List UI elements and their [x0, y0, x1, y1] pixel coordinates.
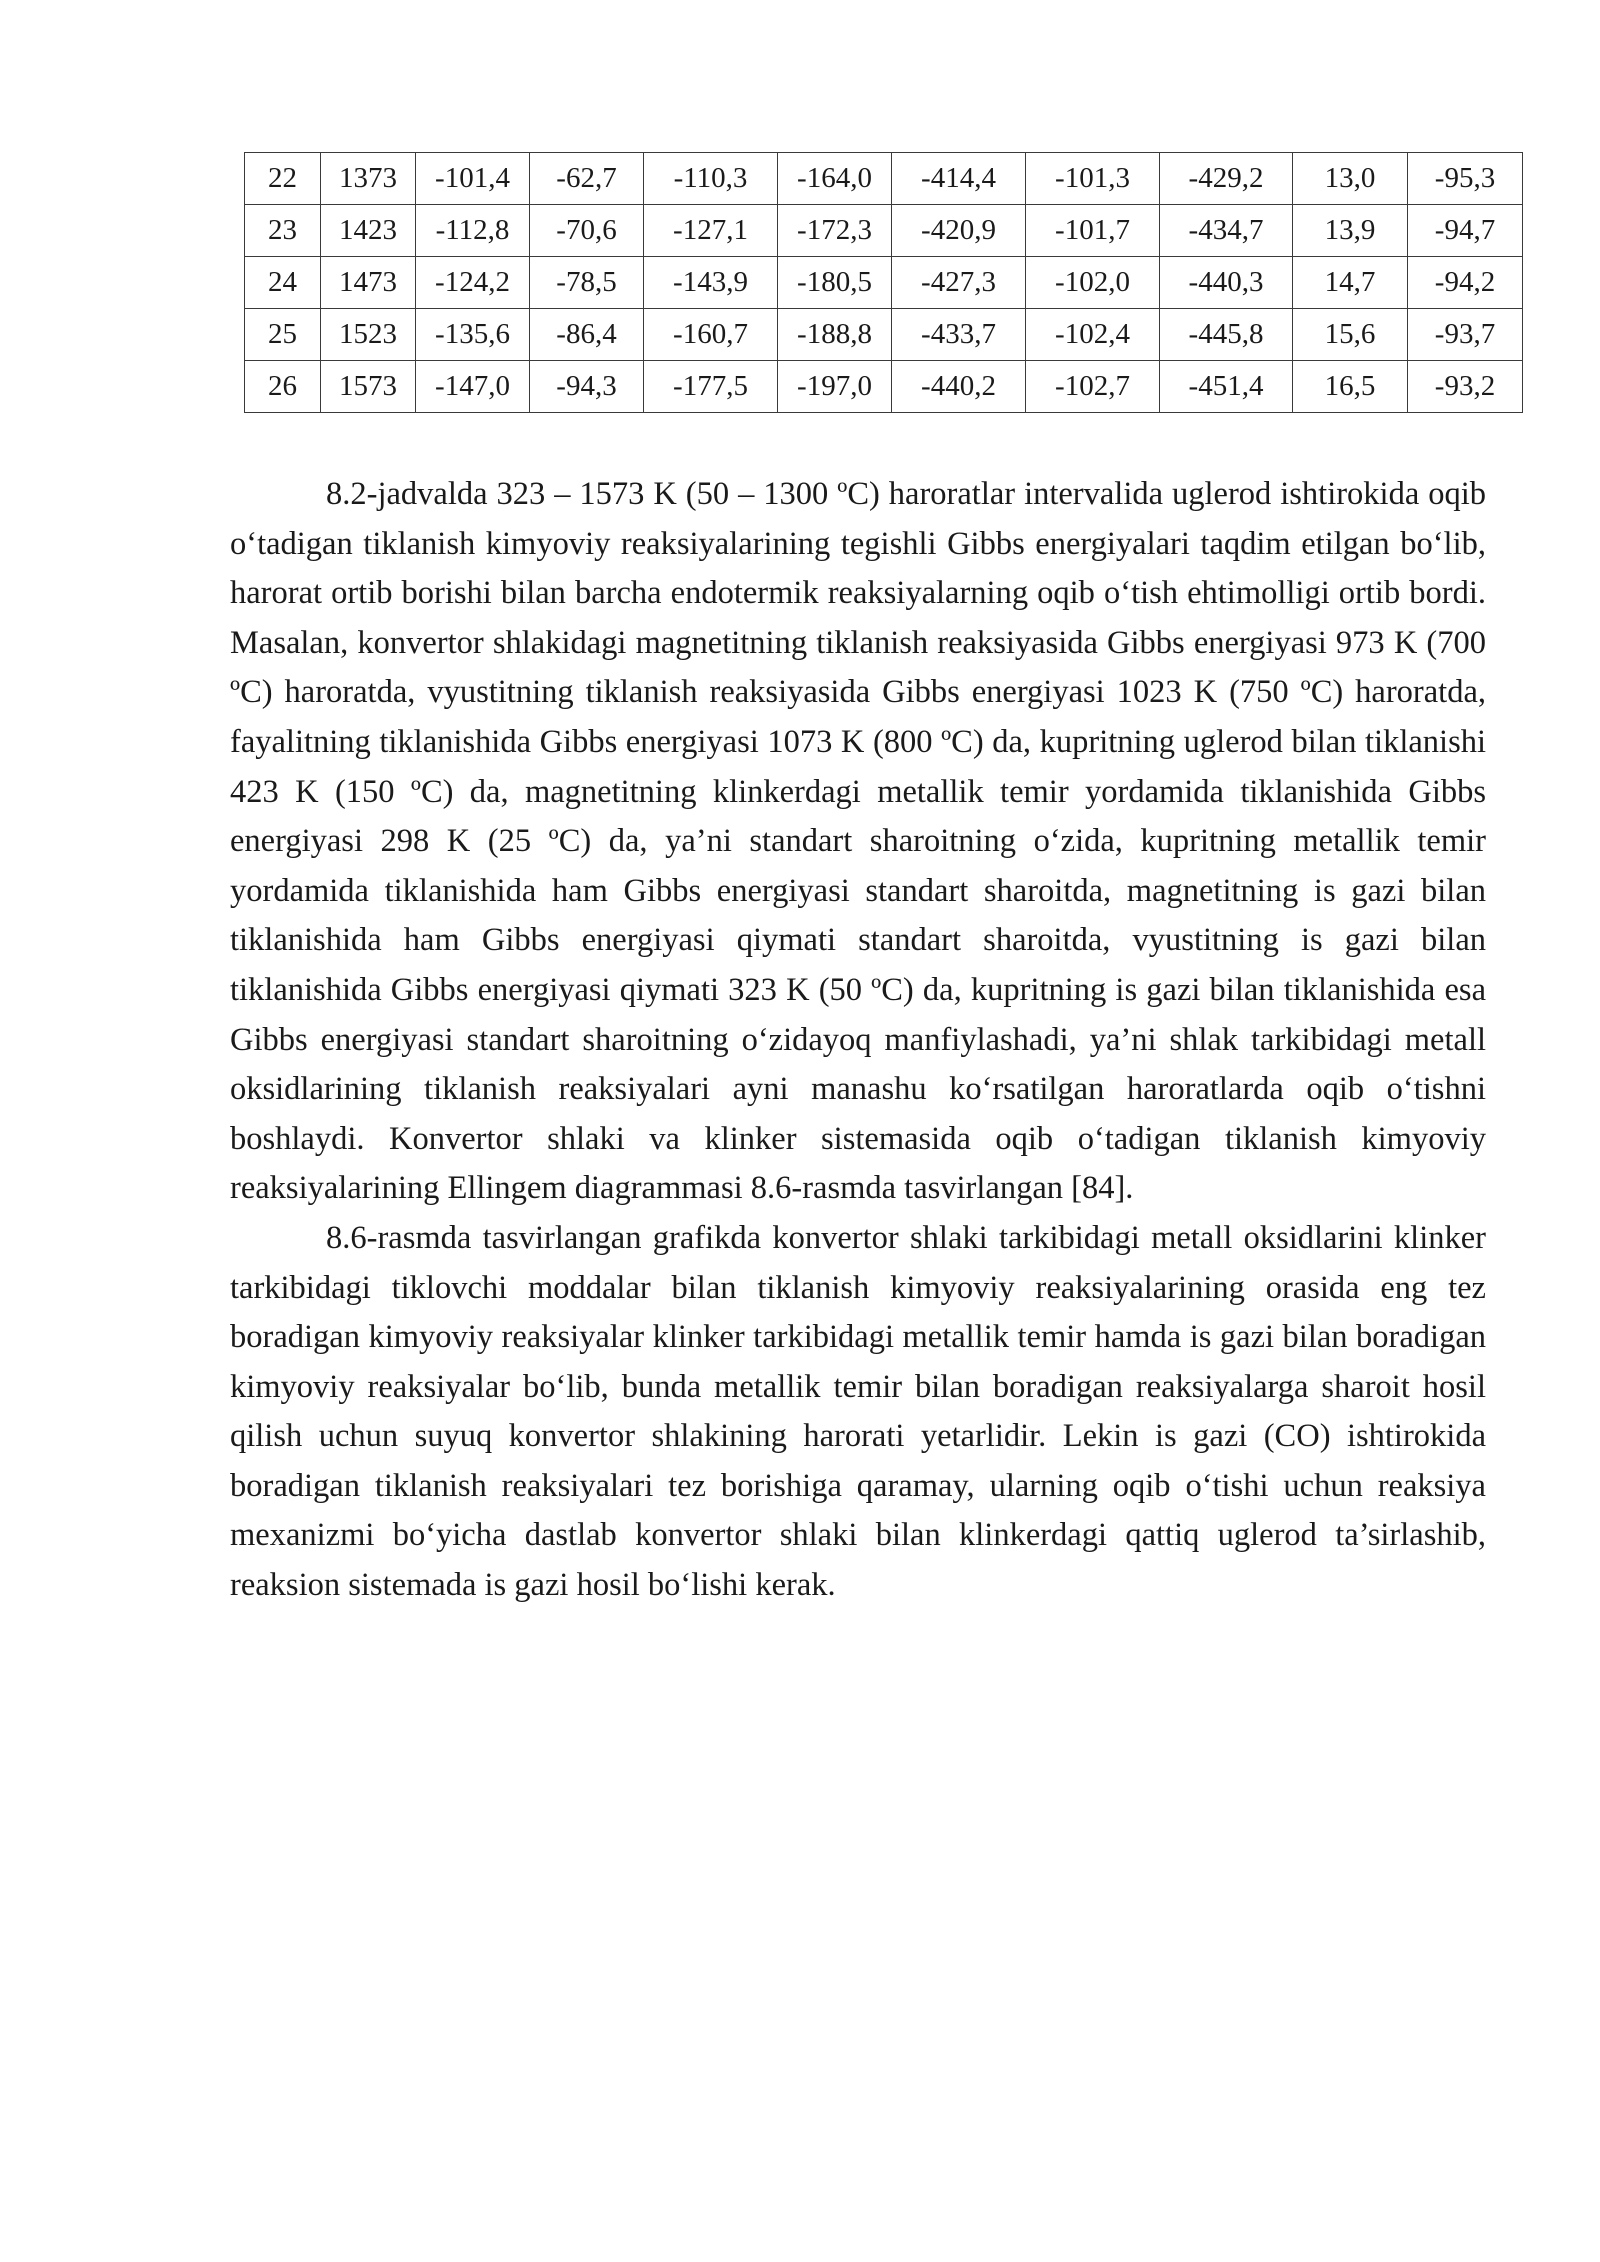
table-cell: 15,6 — [1293, 309, 1408, 361]
table-cell: 1473 — [321, 257, 416, 309]
table-cell: 26 — [245, 361, 321, 413]
table-cell: -440,3 — [1160, 257, 1293, 309]
table-cell: -93,2 — [1408, 361, 1523, 413]
table-cell: -95,3 — [1408, 153, 1523, 205]
table-cell: -110,3 — [644, 153, 778, 205]
table-cell: -197,0 — [778, 361, 892, 413]
table-cell: -172,3 — [778, 205, 892, 257]
table-cell: -94,7 — [1408, 205, 1523, 257]
paragraph-gibbs-discussion: 8.2-jadvalda 323 – 1573 K (50 – 1300 ºC) haroratlar intervalida uglerod ishtirokida oqib o‘tadigan tiklanish kimyoviy reaksiyalarining tegishli Gibbs energiyalari taqdim etilgan bo‘lib, harorat ortib borishi bilan barcha endotermik reaksiyalarning oqib o‘tish ehtimolligi ortib bordi. Masalan, konvertor shlakidagi magnetitning tiklanish reaksiyasida Gibbs energiyasi 973 K (700 ºC) haroratda, vyustitning tiklanish reaksiyasida Gibbs energiyasi 1023 K (750 ºC) haroratda, fayalitning tiklanishida Gibbs energiyasi 1073 K (800 ºC) da, kupritning uglerod bilan tiklanishi 423 K (150 ºC) da, magnetitning klinkerdagi metallik temir yordamida tiklanishida Gibbs energiyasi 298 K (25 ºC) da, ya’ni standart sharoitning o‘zida, kupritning metallik temir yordamida tiklanishida ham Gibbs energiyasi standart sharoitda, magnetitning is gazi bilan tiklanishida ham Gibbs energiyasi qiymati standart sharoitda, vyustitning is gazi bilan tiklanishida Gibbs energiyasi qiymati 323 K (50 ºC) da, kupritning is gazi bilan tiklanishida esa Gibbs energiyasi standart sharoitning o‘zidayoq manfiylashadi, ya’ni shlak tarkibidagi metall oksidlarining tiklanish reaksiyalari ayni manashu ko‘rsatilgan haroratlarda oqib o‘tishni boshlaydi. Konvertor shlaki va klinker sistemasida oqib o‘tadigan tiklanish kimyoviy reaksiyalarining Ellingem diagrammasi 8.6-rasmda tasvirlangan [84]. — [230, 476, 1486, 1207]
table-row — [245, 309, 1523, 361]
table-cell: -147,0 — [416, 361, 530, 413]
table-cell: 1573 — [321, 361, 416, 413]
table-cell: 25 — [245, 309, 321, 361]
table-cell: -102,4 — [1026, 309, 1160, 361]
table-cell: -429,2 — [1160, 153, 1293, 205]
table-cell: -101,4 — [416, 153, 530, 205]
table-cell: -62,7 — [530, 153, 644, 205]
table-cell: -427,3 — [892, 257, 1026, 309]
table-cell: -94,3 — [530, 361, 644, 413]
table-cell: 13,9 — [1293, 205, 1408, 257]
table-cell: -188,8 — [778, 309, 892, 361]
table-row — [245, 257, 1523, 309]
table-cell: 1523 — [321, 309, 416, 361]
table-cell: -451,4 — [1160, 361, 1293, 413]
table-cell: -135,6 — [416, 309, 530, 361]
table-cell: -177,5 — [644, 361, 778, 413]
table-cell: 13,0 — [1293, 153, 1408, 205]
table-cell: -102,7 — [1026, 361, 1160, 413]
table-row — [245, 153, 1523, 205]
table-cell: 22 — [245, 153, 321, 205]
table-cell: -180,5 — [778, 257, 892, 309]
table-cell: -94,2 — [1408, 257, 1523, 309]
table-body — [245, 153, 1523, 413]
table-cell: -160,7 — [644, 309, 778, 361]
table-cell: -78,5 — [530, 257, 644, 309]
table-cell: 1373 — [321, 153, 416, 205]
table-cell: -164,0 — [778, 153, 892, 205]
table-cell: 23 — [245, 205, 321, 257]
paragraph-ellingham-discussion: 8.6-rasmda tasvirlangan grafikda konvertor shlaki tarkibidagi metall oksidlarini klinker tarkibidagi tiklovchi moddalar bilan tiklanish kimyoviy reaksiyalarining orasida eng tez boradigan kimyoviy reaksiyalar klinker tarkibidagi metallik temir hamda is gazi bilan boradigan kimyoviy reaksiyalar bo‘lib, bunda metallik temir bilan boradigan reaksiyalarga sharoit hosil qilish uchun suyuq konvertor shlakining harorati yetarlidir. Lekin is gazi (CO) ishtirokida boradigan tiklanish reaksiyalari tez borishiga qaramay, ularning oqib o‘tishi uchun reaksiya mexanizmi bo‘yicha dastlab konvertor shlaki bilan klinkerdagi qattiq uglerod ta’sirlashib, reaksion sistemada is gazi hosil bo‘lishi kerak. — [230, 1219, 1486, 1604]
table-cell: 16,5 — [1293, 361, 1408, 413]
table-cell: -127,1 — [644, 205, 778, 257]
table-row — [245, 361, 1523, 413]
table-cell: -420,9 — [892, 205, 1026, 257]
table-cell: -112,8 — [416, 205, 530, 257]
gibbs-energy-table — [244, 152, 1523, 413]
table-row — [245, 205, 1523, 257]
table-cell: 1423 — [321, 205, 416, 257]
table-cell: -70,6 — [530, 205, 644, 257]
table-cell: -445,8 — [1160, 309, 1293, 361]
table-cell: -93,7 — [1408, 309, 1523, 361]
table-cell: -101,3 — [1026, 153, 1160, 205]
table-cell: 14,7 — [1293, 257, 1408, 309]
table-cell: -124,2 — [416, 257, 530, 309]
table-cell: -414,4 — [892, 153, 1026, 205]
table-cell: -434,7 — [1160, 205, 1293, 257]
table-cell: -102,0 — [1026, 257, 1160, 309]
table-cell: -433,7 — [892, 309, 1026, 361]
table-cell: -86,4 — [530, 309, 644, 361]
table-cell: -440,2 — [892, 361, 1026, 413]
table-cell: -101,7 — [1026, 205, 1160, 257]
body-text — [230, 470, 1486, 1611]
table-cell: 24 — [245, 257, 321, 309]
table-cell: -143,9 — [644, 257, 778, 309]
